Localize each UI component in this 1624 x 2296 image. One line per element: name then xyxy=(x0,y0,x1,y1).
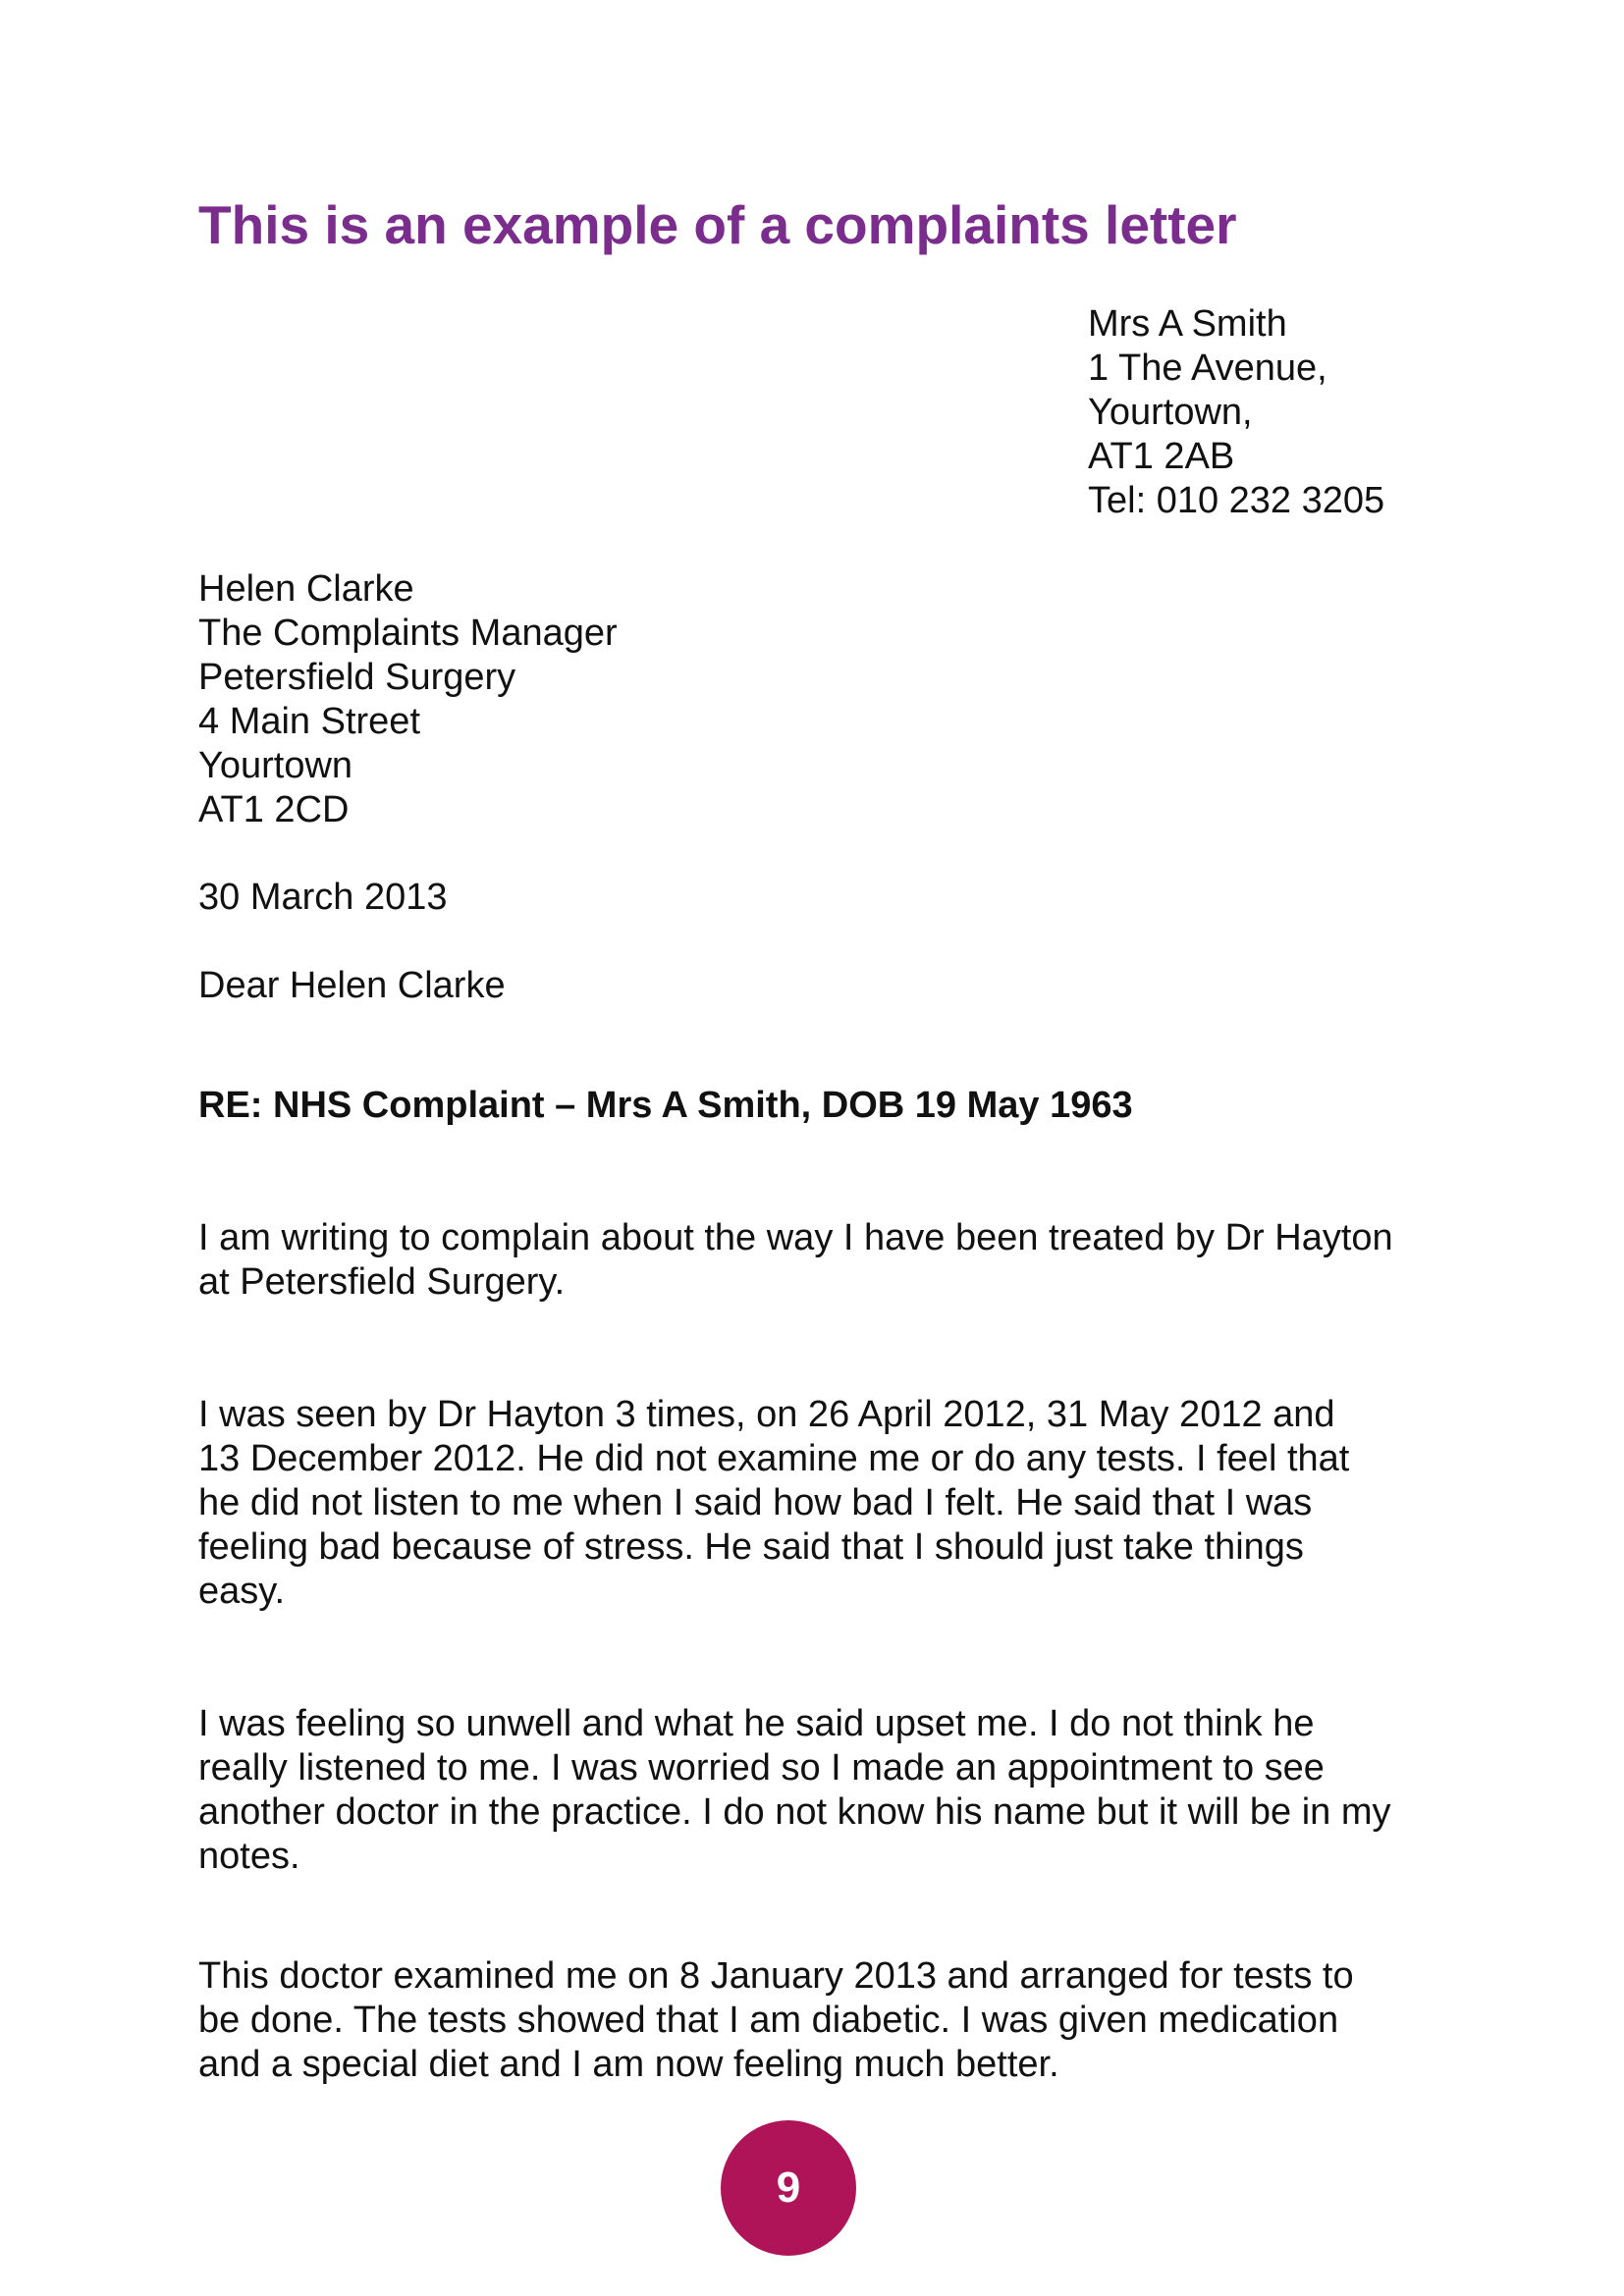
sender-address xyxy=(1088,302,1384,523)
paragraph-line: notes. xyxy=(198,1836,300,1877)
paragraph-line: and a special diet and I am now feeling much better. xyxy=(198,2044,1059,2085)
letter-subject: RE: NHS Complaint – Mrs A Smith, DOB 19 May 1963 xyxy=(198,1085,1133,1126)
page-number-badge: 9 xyxy=(721,2120,856,2256)
recipient-address xyxy=(198,567,618,832)
paragraph-line: be done. The tests showed that I am diabetic. I was given medication xyxy=(198,2000,1339,2041)
sender-address-line-1: 1 The Avenue, xyxy=(1088,347,1327,389)
recipient-role: The Complaints Manager xyxy=(198,613,618,654)
letter-date: 30 March 2013 xyxy=(198,877,448,918)
paragraph-line: I was feeling so unwell and what he said upset me. I do not think he xyxy=(198,1703,1315,1744)
recipient-postcode: AT1 2CD xyxy=(198,789,350,830)
paragraph-line: really listened to me. I was worried so I made an appointment to see xyxy=(198,1747,1325,1789)
paragraph-line: another doctor in the practice. I do not know his name but it will be in my xyxy=(198,1791,1391,1833)
paragraph-line: 13 December 2012. He did not examine me or do any tests. I feel that xyxy=(198,1438,1350,1479)
recipient-town: Yourtown xyxy=(198,745,353,786)
paragraph-line: I am writing to complain about the way I have been treated by Dr Hayton xyxy=(198,1217,1393,1258)
body-paragraph-4 xyxy=(198,1954,1475,2087)
page-title: This is an example of a complaints letter xyxy=(198,194,1237,255)
paragraph-line: easy. xyxy=(198,1571,286,1612)
paragraph-line: feeling bad because of stress. He said that I should just take things xyxy=(198,1526,1304,1568)
body-paragraph-1 xyxy=(198,1216,1475,1305)
paragraph-line: he did not listen to me when I said how bad I felt. He said that I was xyxy=(198,1482,1313,1523)
recipient-street: 4 Main Street xyxy=(198,701,420,742)
paragraph-line: I was seen by Dr Hayton 3 times, on 26 April 2012, 31 May 2012 and xyxy=(198,1394,1335,1435)
paragraph-line: This doctor examined me on 8 January 2013 and arranged for tests to xyxy=(198,1955,1354,1997)
recipient-organisation: Petersfield Surgery xyxy=(198,657,516,698)
sender-address-line-2: Yourtown, xyxy=(1088,392,1253,433)
sender-name: Mrs A Smith xyxy=(1088,303,1287,345)
sender-telephone: Tel: 010 232 3205 xyxy=(1088,480,1385,521)
recipient-name: Helen Clarke xyxy=(198,568,414,610)
letter-greeting: Dear Helen Clarke xyxy=(198,965,506,1006)
sender-postcode: AT1 2AB xyxy=(1088,436,1235,477)
body-paragraph-3 xyxy=(198,1702,1475,1879)
body-paragraph-2 xyxy=(198,1393,1475,1614)
paragraph-line: at Petersfield Surgery. xyxy=(198,1261,566,1303)
